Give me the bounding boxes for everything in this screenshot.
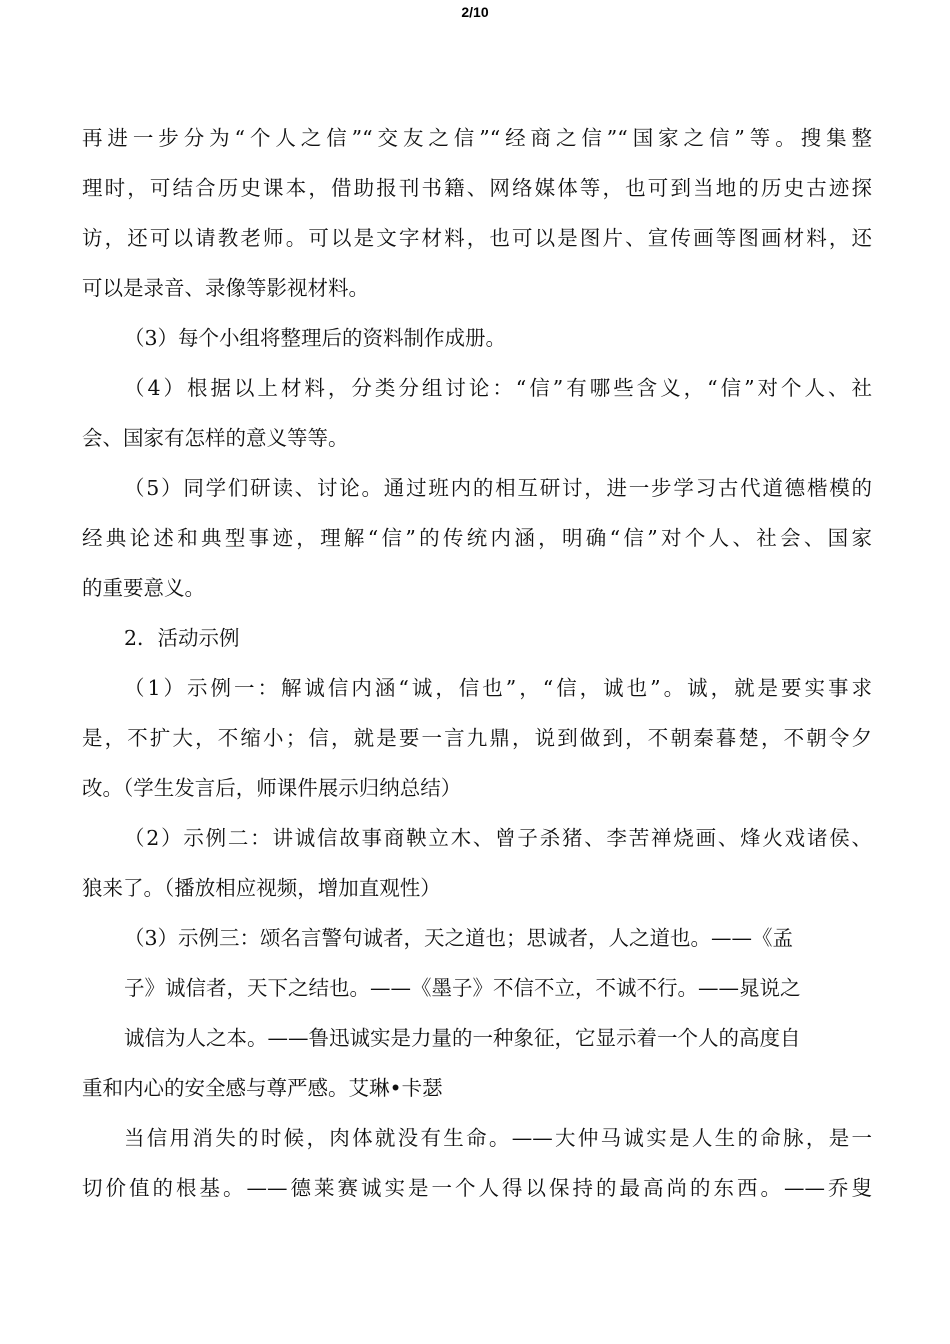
text-line: （3）示例三：颂名言警句诚者，天之道也；思诚者，人之道也。——《孟 — [124, 926, 794, 950]
text-line: 是，不扩大，不缩小；信，就是要一言九鼎，说到做到，不朝秦暮楚，不朝令夕 — [82, 726, 872, 750]
text-line: 狼来了。（播放相应视频，增加直观性） — [82, 876, 441, 900]
section-heading: 2．活动示例 — [124, 626, 240, 650]
text-line: 子》诚信者，天下之结也。——《墨子》不信不立，不诚不行。——晁说之 — [124, 976, 801, 1000]
text-line: 诚信为人之本。——鲁迅诚实是力量的一种象征，它显示着一个人的高度自 — [124, 1026, 801, 1050]
text-line: （3）每个小组将整理后的资料制作成册。 — [124, 326, 507, 350]
text-line: （4）根据以上材料，分类分组讨论：“信”有哪些含义，“信”对个人、社 — [124, 376, 872, 400]
text-line: （2）示例二：讲诚信故事商鞅立木、曾子杀猪、李苦禅烧画、烽火戏诸侯、 — [124, 826, 872, 850]
text-line: 重和内心的安全感与尊严感。艾琳•卡瑟 — [82, 1076, 443, 1100]
text-line: 访，还可以请教老师。可以是文字材料，也可以是图片、宣传画等图画材料，还 — [82, 226, 872, 250]
text-line: 经典论述和典型事迹，理解“信”的传统内涵，明确“信”对个人、社会、国家 — [82, 526, 872, 550]
text-line: 改。（学生发言后，师课件展示归纳总结） — [82, 776, 462, 800]
text-line: 切价值的根基。——德莱赛诚实是一个人得以保持的最高尚的东西。——乔叟 — [82, 1176, 872, 1200]
page-number: 2/10 — [461, 4, 489, 20]
text-line: 理时，可结合历史课本，借助报刊书籍、网络媒体等，也可到当地的历史古迹探 — [82, 176, 872, 200]
text-line: （5）同学们研读、讨论。通过班内的相互研讨，进一步学习古代道德楷模的 — [124, 476, 872, 500]
text-line: （1）示例一：解诚信内涵“诚，信也”，“信，诚也”。诚，就是要实事求 — [124, 676, 872, 700]
text-line: 当信用消失的时候，肉体就没有生命。——大仲马诚实是人生的命脉，是一 — [124, 1126, 872, 1150]
text-line: 的重要意义。 — [82, 576, 205, 600]
text-line: 会、国家有怎样的意义等等。 — [82, 426, 349, 450]
text-line: 再进一步分为“个人之信”“交友之信”“经商之信”“国家之信”等。搜集整 — [82, 126, 872, 150]
text-line: 可以是录音、录像等影视材料。 — [82, 276, 369, 300]
